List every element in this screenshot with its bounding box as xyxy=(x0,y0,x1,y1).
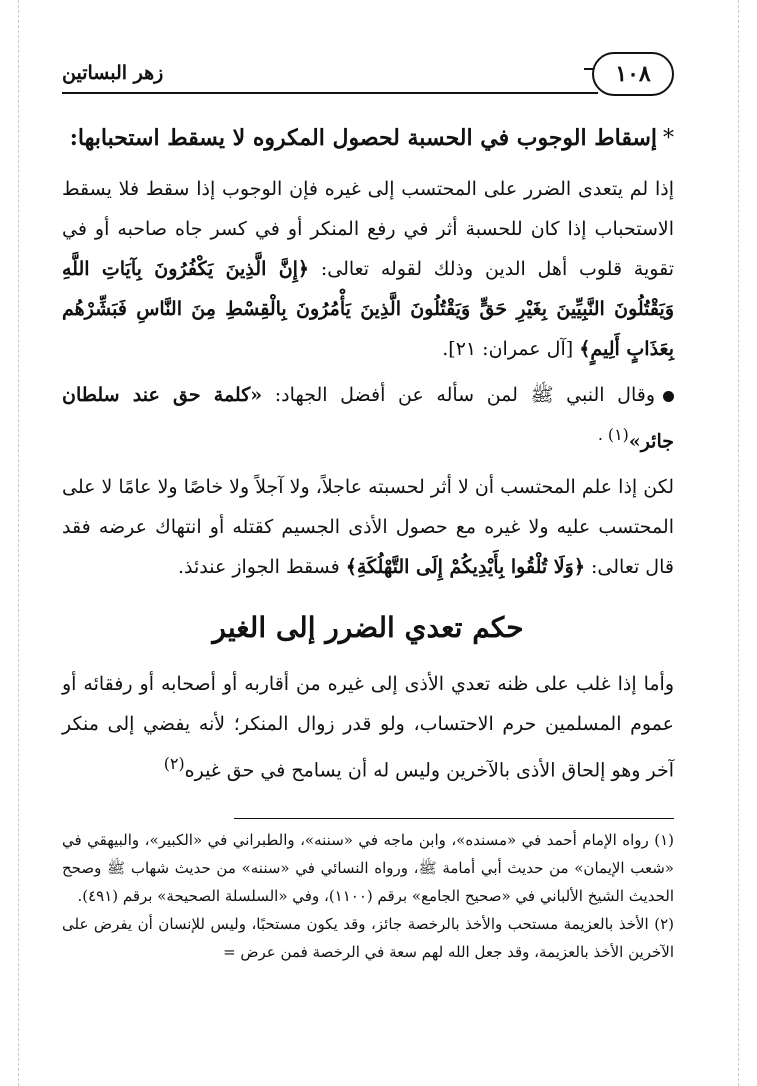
footnote-ref-2: (٢) xyxy=(163,754,185,774)
verse-reference: [آل عمران: ٢١]. xyxy=(442,338,574,360)
page-header xyxy=(62,52,674,96)
page-number: ١٠٨ xyxy=(615,61,651,87)
paragraph-3: لكن إذا علم المحتسب أن لا أثر لحسبته عاجلاً، ولا آجلاً ولا خاصًا ولا عامًا لا على المحتسب عليه ولا غيره مع حصول الأذى الجسيم كقتله أو انتهاك عرضه فقد قال تعالى: ﴿وَلَا تُلْقُوا بِأَيْدِيكُمْ إِلَى التَّهْلُكَةِ﴾ فسقط الجواز عندئذ. xyxy=(62,476,674,579)
main-text xyxy=(62,118,674,791)
footnotes xyxy=(62,826,674,966)
paragraph-1: إذا لم يتعدى الضرر على المحتسب إلى غيره فإن الوجوب إذا سقط فلا يسقط الاستحباب إذا كان للحسبة أثر في رفع المنكر أو في كسر جاه صاحبه أو في تقوية قلوب أهل الدين وذلك لقوله تعالى: ﴿إِنَّ الَّذِينَ يَكْفُرُونَ بِآيَاتِ اللَّهِ وَيَقْتُلُونَ النَّبِيِّينَ بِغَيْرِ حَقٍّ وَيَقْتُلُونَ الَّذِينَ يَأْمُرُونَ بِالْقِسْطِ مِنَ النَّاسِ فَبَشِّرْهُم بِعَذَابٍ أَلِيمٍ﴾ [آل عمران: ٢١]. xyxy=(62,178,674,360)
footnote-1: (١) رواه الإمام أحمد في «مسنده»، وابن ماجه في «سننه»، والطبراني في «الكبير»، والبيهقي في «شعب الإيمان» من حديث أبي أمامة ﷺ، ورواه النسائي في «سننه» من حديث شهاب ﷺ وصحح الحديث الشيخ الألباني في «صحيح الجامع» برقم (١١٠٠)، وفي «السلسلة الصحيحة» برقم (٤٩١). xyxy=(62,831,674,905)
section-heading-text: إسقاط الوجوب في الحسبة لحصول المكروه لا يسقط استحبابها: xyxy=(69,125,657,151)
hadith-text: «كلمة حق عند سلطان جائر» xyxy=(62,384,674,453)
footnote-divider xyxy=(234,818,674,819)
margin-guide-left xyxy=(18,0,19,1086)
section-heading xyxy=(62,118,674,159)
header-rule xyxy=(62,92,598,94)
paragraph-2: وقال النبي ﷺ لمن سأله عن أفضل الجهاد: «كلمة حق عند سلطان جائر»$^{(١) .}$ xyxy=(62,384,674,453)
page-number-badge xyxy=(592,52,674,96)
section-title: حكم تعدي الضرر إلى الغير xyxy=(212,611,524,645)
running-title: زهر البساتين xyxy=(62,62,164,84)
footnote-2: (٢) الأخذ بالعزيمة مستحب والأخذ بالرخصة جائز، وقد يكون مستحبًا، وليس للإنسان أن يفرض على الآخرين الأخذ بالعزيمة، وقد جعل الله لهم سعة في الرخصة فمن عرض = xyxy=(62,915,674,961)
bullet-icon xyxy=(663,391,674,402)
footnote-ref-1: (١) . xyxy=(597,425,629,444)
star-icon: * xyxy=(663,126,674,151)
quran-verse-1: ﴿إِنَّ الَّذِينَ يَكْفُرُونَ بِآيَاتِ اللَّهِ وَيَقْتُلُونَ النَّبِيِّينَ بِغَيْرِ حَقٍّ وَيَقْتُلُونَ الَّذِينَ يَأْمُرُونَ بِالْقِسْطِ مِنَ النَّاسِ فَبَشِّرْهُم بِعَذَابٍ أَلِيمٍ﴾ xyxy=(62,258,674,360)
quran-verse-2: ﴿وَلَا تُلْقُوا بِأَيْدِيكُمْ إِلَى التَّهْلُكَةِ﴾ xyxy=(345,556,585,579)
margin-guide-right xyxy=(738,0,739,1086)
paragraph-4: وأما إذا غلب على ظنه تعدي الأذى إلى غيره من أقاربه أو أصحابه أو رفقائه أو عموم المسلمين حرم الاحتساب، ولو قدر زوال المنكر؛ لأنه يفضي إلى منكر آخر وهو إلحاق الأذى بالآخرين وليس له أن يسامح في حق غيره$^{(٢)}$ xyxy=(62,673,674,782)
